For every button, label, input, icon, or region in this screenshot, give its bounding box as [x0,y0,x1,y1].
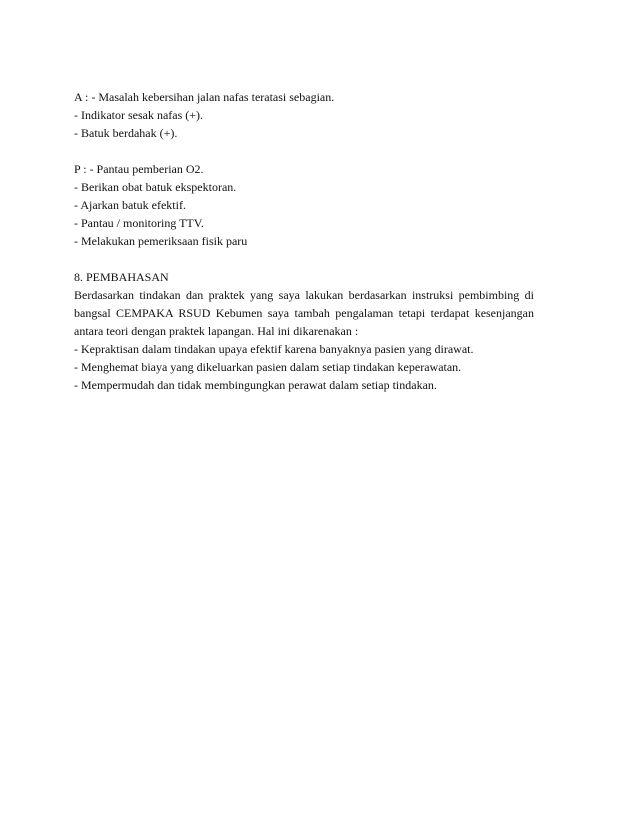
plan-line: P : - Pantau pemberian O2. [74,162,204,176]
document-body [74,88,534,394]
assessment-section [74,88,534,142]
discussion-bullet: - Menghemat biaya yang dikeluarkan pasien dalam setiap tindakan keperawatan. [74,360,462,374]
discussion-paragraph: Berdasarkan tindakan dan praktek yang saya lakukan berdasarkan instruksi pembimbing di bangsal CEMPAKA RSUD Kebumen saya tambah pengalaman tetapi terdapat kesenjangan antara teori dengan praktek lapangan. Hal ini dikarenakan : [74,288,534,338]
plan-line: - Ajarkan batuk efektif. [74,198,186,212]
assessment-line: A : - Masalah kebersihan jalan nafas teratasi sebagian. [74,90,335,104]
discussion-bullet: - Mempermudah dan tidak membingungkan perawat dalam setiap tindakan. [74,378,437,392]
discussion-section [74,268,534,394]
discussion-bullet: - Kepraktisan dalam tindakan upaya efektif karena banyaknya pasien yang dirawat. [74,342,474,356]
plan-line: - Berikan obat batuk ekspektoran. [74,180,237,194]
plan-section [74,160,534,250]
section-heading: 8. PEMBAHASAN [74,270,169,284]
spacer [74,142,534,160]
plan-line: - Melakukan pemeriksaan fisik paru [74,234,248,248]
spacer [74,250,534,268]
plan-line: - Pantau / monitoring TTV. [74,216,204,230]
assessment-line: - Batuk berdahak (+). [74,126,178,140]
assessment-line: - Indikator sesak nafas (+). [74,108,204,122]
